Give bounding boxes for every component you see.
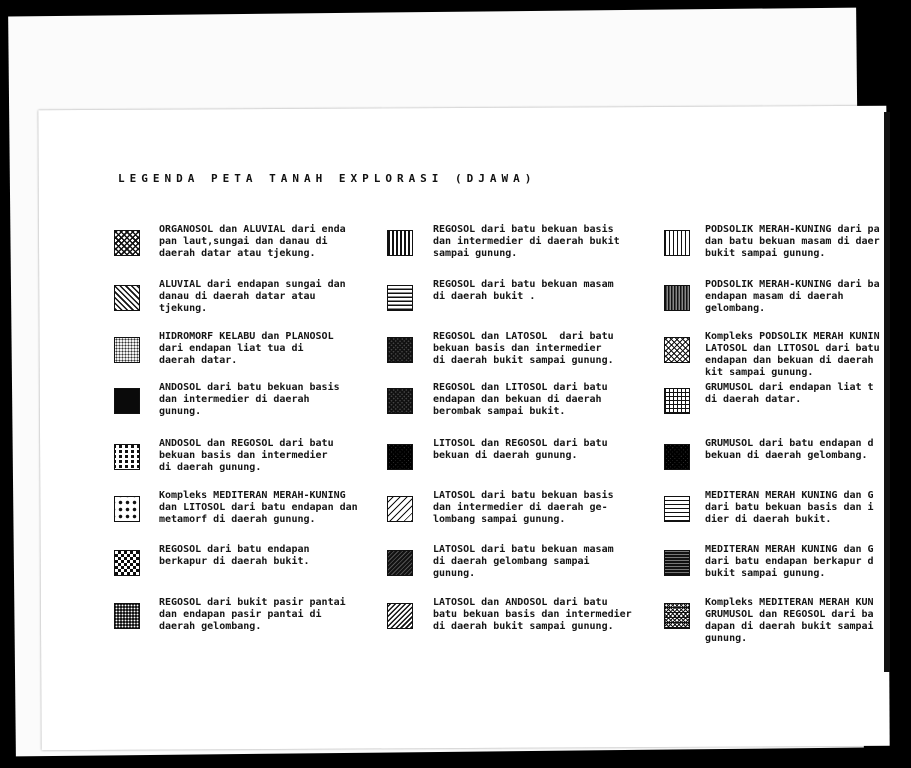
legend-description: LATOSOL dari batu bekuan basis dan intermedier di daerah ge- lombang sampai gunung. xyxy=(433,490,614,525)
legend-description: Kompleks PODSOLIK MERAH KUNIN LATOSOL dan LITOSOL dari batu endapan dan bekuan di daerah kit sampai gunung. xyxy=(705,331,880,378)
legend-description: REGOSOL dan LATOSOL dari batu bekuan basis dan intermedier di daerah bukit sampai gunung. xyxy=(433,331,614,366)
legend-swatch-dot-grid xyxy=(114,496,140,522)
legend-swatch-vertical-medium xyxy=(664,285,690,311)
legend-description: REGOSOL dan LITOSOL dari batu endapan dan bekuan di daerah berombak sampai bukit. xyxy=(433,382,608,417)
legend-swatch-dense-cross-dark xyxy=(387,444,413,470)
legend-description: LITOSOL dan REGOSOL dari batu bekuan di daerah gunung. xyxy=(433,438,608,461)
legend-swatch-diagonal-medium xyxy=(387,603,413,629)
legend-description: Kompleks MEDITERAN MERAH-KUNING dan LITOSOL dari batu endapan dan metamorf di daerah gunung. xyxy=(159,490,358,525)
legend-swatch-horizontal-dense xyxy=(664,550,690,576)
legend-swatch-stipple xyxy=(114,337,140,363)
legend-description: REGOSOL dari batu bekuan masam di daerah bukit . xyxy=(433,279,614,302)
legend-description: GRUMUSOL dari endapan liat t di daerah datar. xyxy=(705,382,874,405)
legend-description: ANDOSOL dan REGOSOL dari batu bekuan basis dan intermedier di daerah gunung. xyxy=(159,438,334,473)
legend-description: LATOSOL dari batu bekuan masam di daerah gelombang sampai gunung. xyxy=(433,544,614,579)
legend-swatch-diagonal-lines xyxy=(114,285,140,311)
legend-description: PODSOLIK MERAH-KUNING dari pa dan batu bekuan masam di daer bukit sampai gunung. xyxy=(705,224,880,259)
legend-swatch-dark-dots xyxy=(114,603,140,629)
legend-swatch-crosshatch-diag xyxy=(664,603,690,629)
legend-title: LEGENDA PETA TANAH EXPLORASI (DJAWA) xyxy=(118,172,537,185)
legend-swatch-checker-black xyxy=(114,550,140,576)
legend-swatch-diagonal-dense xyxy=(387,550,413,576)
legend-description: MEDITERAN MERAH KUNING dan G dari batu endapan berkapur d bukit sampai gunung. xyxy=(705,544,874,579)
legend-description: LATOSOL dan ANDOSOL dari batu batu bekuan basis dan intermedier di daerah bukit sampai gunung. xyxy=(433,597,632,632)
legend-swatch-grid xyxy=(664,388,690,414)
legend-swatch-dense-cross xyxy=(387,388,413,414)
legend-description: ANDOSOL dari batu bekuan basis dan intermedier di daerah gunung. xyxy=(159,382,340,417)
legend-swatch-dense-cross xyxy=(387,337,413,363)
legend-description: PODSOLIK MERAH-KUNING dari ba endapan masam di daerah gelombang. xyxy=(705,279,880,314)
legend-description: REGOSOL dari batu endapan berkapur di daerah bukit. xyxy=(159,544,310,567)
legend-description: MEDITERAN MERAH KUNING dan G dari batu bekuan basis dan i dier di daerah bukit. xyxy=(705,490,874,525)
legend-swatch-vertical-thin xyxy=(664,230,690,256)
legend-description: REGOSOL dari batu bekuan basis dan intermedier di daerah bukit sampai gunung. xyxy=(433,224,620,259)
legend-swatch-crosshatch-open xyxy=(664,337,690,363)
legend-swatch-dense-cross-dark xyxy=(664,444,690,470)
legend-swatch-white-dashes-on-black xyxy=(114,444,140,470)
legend-swatch-diagonal-open xyxy=(387,496,413,522)
legend-description: GRUMUSOL dari batu endapan d bekuan di daerah gelombang. xyxy=(705,438,874,461)
legend-swatch-vertical-lines xyxy=(387,230,413,256)
legend-swatch-solid-black xyxy=(114,388,140,414)
legend-description: REGOSOL dari bukit pasir pantai dan endapan pasir pantai di daerah gelombang. xyxy=(159,597,346,632)
legend-description: HIDROMORF KELABU dan PLANOSOL dari endapan liat tua di daerah datar. xyxy=(159,331,334,366)
legend-description: ORGANOSOL dan ALUVIAL dari enda pan laut,sungai dan danau di daerah datar atau tjekung. xyxy=(159,224,346,259)
legend-swatch-horizontal-lines xyxy=(387,285,413,311)
legend-swatch-horizontal-thin xyxy=(664,496,690,522)
legend-description: ALUVIAL dari endapan sungai dan danau di daerah datar atau tjekung. xyxy=(159,279,346,314)
legend-description: Kompleks MEDITERAN MERAH KUN GRUMUSOL dan REGOSOL dari ba dapan di daerah bukit sampai gunung. xyxy=(705,597,874,644)
legend-swatch-crosshatch-dense xyxy=(114,230,140,256)
